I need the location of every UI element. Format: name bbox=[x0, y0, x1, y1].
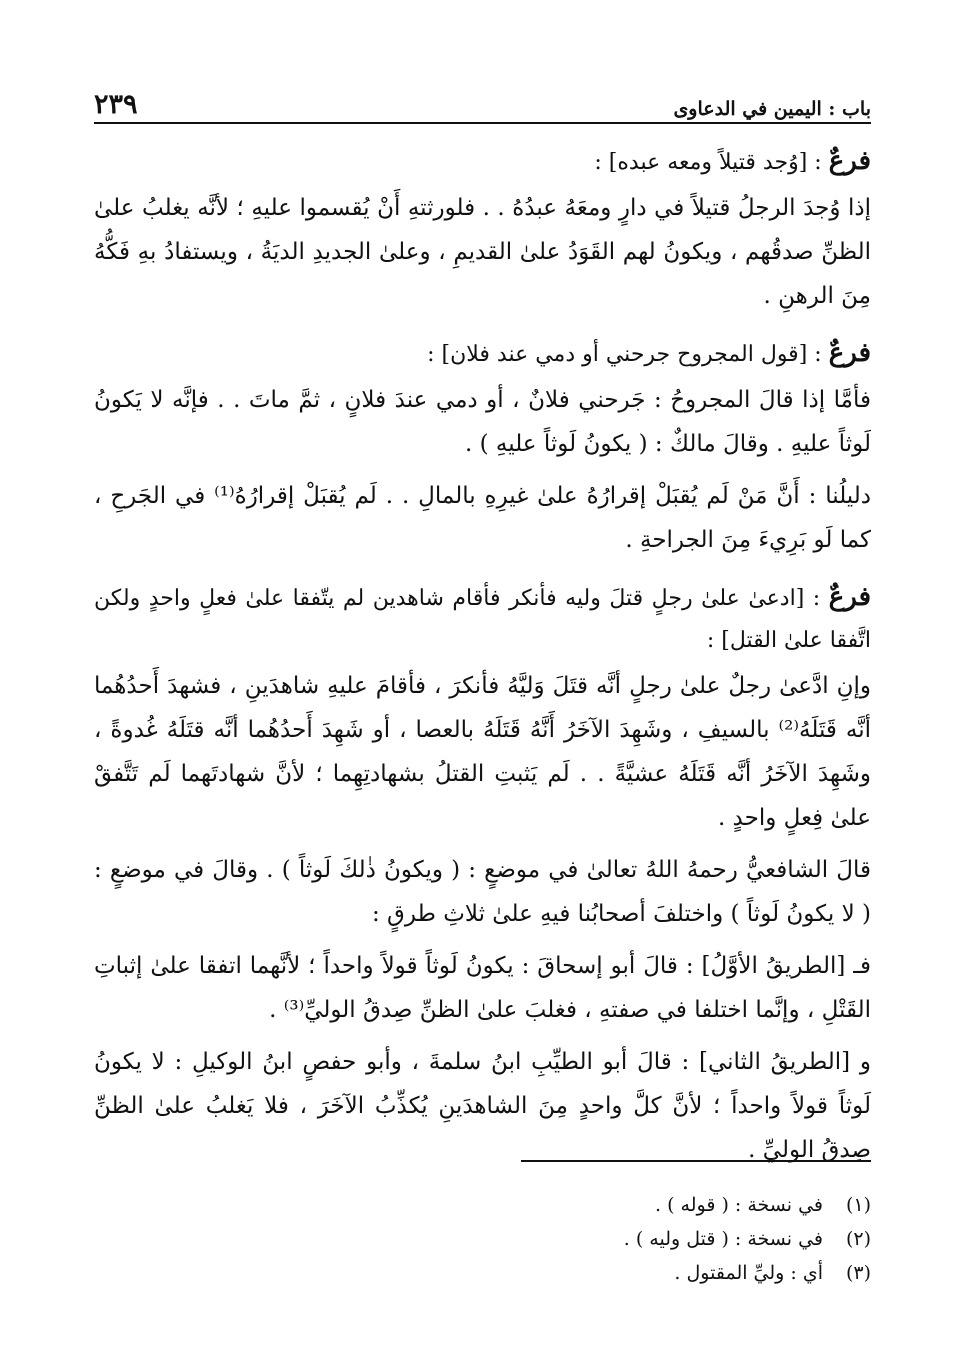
paragraph: فأمَّا إذا قالَ المجروحُ : جَرحني فلانٌ ، أو دمي عندَ فلانٍ ، ثمَّ ماتَ . . فإنَّه لا يَكونُ لَوثاً عليهِ . وقالَ مالكٌ : ( يكونُ لَوثاً عليهِ ) . bbox=[94, 387, 871, 457]
section-heading bbox=[94, 140, 871, 184]
section-label: فرعٌ bbox=[828, 146, 871, 176]
footnote bbox=[94, 1222, 871, 1256]
section-title: : [قول المجروح جرحني أو دمي عند فلان] : bbox=[427, 342, 822, 367]
paragraph: فـ [الطريقُ الأوَّلُ] : قالَ أبو إسحاقَ : يكونُ لَوثاً قولاً واحداً ؛ لأنَّهما اتفقا علىٰ إثباتِ القَتْلِ ، وإنَّما اختلفا في صفتهِ ، فغلبَ علىٰ الظنِّ صِدقُ الوليِّ⁽³⁾ . bbox=[94, 953, 871, 1023]
footnote-text: أي : وليِّ المقتول . bbox=[674, 1262, 823, 1284]
footnote bbox=[94, 1256, 871, 1290]
page-header bbox=[94, 80, 871, 124]
section-label: فرعٌ bbox=[828, 338, 871, 368]
section-1 bbox=[94, 140, 871, 318]
footnote-text: في نسخة : ( قتل وليه ) . bbox=[623, 1228, 823, 1250]
paragraph: و [الطريقُ الثاني] : قالَ أبو الطيِّبِ ابنُ سلمةَ ، وأبو حفصٍ ابنُ الوكيلِ : لا يكونُ لَوثاً قولاً واحداً ؛ لأنَّ كلَّ واحدٍ مِنَ الشاهدَينِ يُكذِّبُ الآخَرَ ، فلا يَغلبُ علىٰ الظنِّ صِدقُ الوليِّ . bbox=[94, 1049, 871, 1163]
section-heading bbox=[94, 576, 871, 662]
section-title: : [وُجد قتيلاً ومعه عبده] : bbox=[594, 150, 822, 175]
section-title: : [ادعىٰ علىٰ رجلٍ قتلَ وليه فأنكر فأقام شاهدين لم يتّفقا علىٰ فعلٍ واحدٍ ولكن اتَّفقا علىٰ القتل] : bbox=[94, 586, 871, 653]
paragraph: وإنِ ادَّعىٰ رجلٌ علىٰ رجلٍ أنَّه قتَلَ وَليَّهُ فأنكرَ ، فأقامَ عليهِ شاهدَينِ ، فشهدَ أَحدُهُما أنَّه قَتَلَهُ⁽²⁾ بالسيفِ ، وشَهِدَ الآخَرُ أَنَّهُ قَتَلَهُ بالعصا ، أو شَهِدَ أَحدُهُما أنَّه قتَلَهُ غُدوةً ، وشَهِدَ الآخَرُ أنَّه قَتَلَهُ عشيَّةً . . لَم يَثبتِ القتلُ بشهادتِهِما ؛ لأنَّ شهادتَهما لَم تَتَّفقْ علىٰ فِعلٍ واحدٍ . bbox=[94, 673, 871, 831]
footnote-number: (٢) bbox=[845, 1228, 871, 1250]
running-head: باب : اليمين في الدعاوى bbox=[673, 98, 871, 120]
footnote-text: في نسخة : ( قوله ) . bbox=[655, 1194, 823, 1216]
footnote-number: (٣) bbox=[845, 1262, 871, 1284]
section-3 bbox=[94, 576, 871, 1172]
footnote-divider bbox=[521, 1160, 871, 1162]
paragraph: إذا وُجدَ الرجلُ قتيلاً في دارٍ ومعَهُ عبدُهُ . . فلورثتهِ أَنْ يُقسموا عليهِ ؛ لأنَّه يغلبُ علىٰ الظنِّ صدقُهم ، ويكونُ لهم القَوَدُ علىٰ القديمِ ، وعلىٰ الجديدِ الديَةُ ، ويستفادُ بهِ فَكُّهُ مِنَ الرهنِ . bbox=[94, 195, 871, 309]
footnotes bbox=[94, 1188, 871, 1290]
section-heading bbox=[94, 332, 871, 376]
section-label: فرعٌ bbox=[828, 582, 872, 612]
main-text bbox=[94, 140, 871, 1186]
section-2 bbox=[94, 332, 871, 562]
page-number: ٢٣٩ bbox=[94, 89, 138, 120]
paragraph: قالَ الشافعيُّ رحمهُ اللهُ تعالىٰ في موضعٍ : ( ويكونُ ذٰلكَ لَوثاً ) . وقالَ في موضعٍ : ( لا يكونُ لَوثاً ) واختلفَ أصحابُنا فيهِ علىٰ ثلاثِ طرقٍ : bbox=[94, 857, 871, 927]
footnote-number: (١) bbox=[845, 1194, 871, 1216]
footnote bbox=[94, 1188, 871, 1222]
paragraph: دليلُنا : أَنَّ مَنْ لَم يُقبَلْ إقرارُهُ علىٰ غيرِهِ بالمالِ . . لَم يُقبَلْ إقرارُهُ⁽¹⁾ في الجَرحِ ، كما لَو بَرِيءَ مِنَ الجراحةِ . bbox=[94, 483, 871, 553]
